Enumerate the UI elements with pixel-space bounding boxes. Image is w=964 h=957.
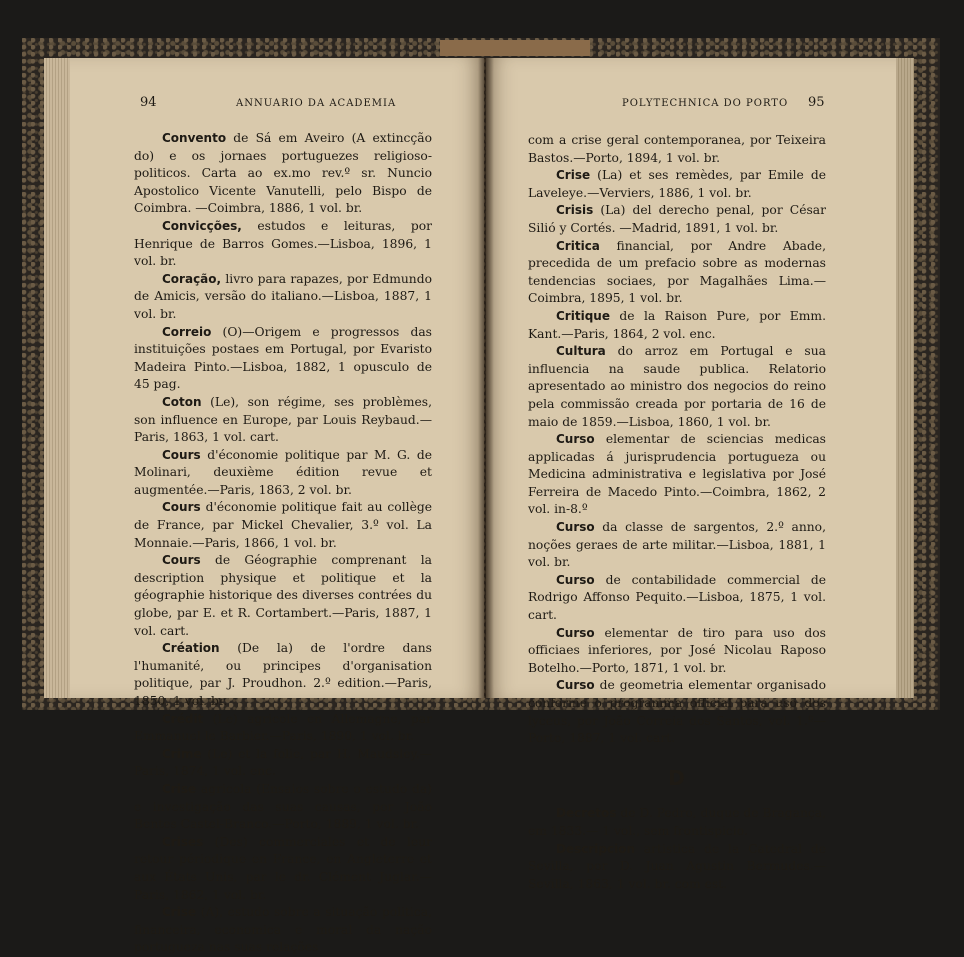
entry: Convicções, estudos e leituras, por Henrique de Barros Gomes.—Lisboa, 1896, 1 vol. br. [134, 218, 432, 269]
entry: Cours d'économie politique fait au collège de France, par Mickel Chevalier, 3.º vol. La Monnaie.—Paris, 1866, 1 vol. br. [134, 500, 432, 550]
entry: Correio (O)—Origem e progressos das instituições postaes em Portugal, por Evaristo Madeira Pinto.—Lisboa, 1882, 1 opusculo de 45 pag. [134, 324, 432, 392]
section-letter: D [668, 765, 686, 790]
entry: Cours de Géographie comprenant la description physique et politique et la géographie historique des diverses contrées du globe, par E. et R. Cortambert.—Paris, 1887, 1 vol. cart. [134, 553, 432, 638]
right-running-head: POLYTECHNICA DO PORTO [622, 98, 789, 109]
entry: Curso de geometria elementar organisado conforme o programma official para uso dos lyceus, por João Correia dos Santos, vol. 1.º—Porto, 1887, 1 vol. cart. [528, 678, 826, 746]
entry: Curso elementar de tiro para uso dos officiaes inferiores, por José Nicolau Raposo Botelho.—Porto, 1871, 1 vol. br. [528, 625, 826, 675]
entry: Crédit (Le) agricole en Allemagne, par Emmanuel le Barbier.—Paris, 1890, 1 vol. br. [134, 711, 432, 744]
entry: Descripcion artistica de la Catedral de Sevilla, por D. Juan Agustin Bermudes.—Sevilla, 1863, 1 vol. br. com est. [528, 841, 826, 891]
left-page-number: 94 [140, 95, 157, 110]
entry: Coração, livro para rapazes, por Edmundo de Amicis, versão do italiano.—Lisboa, 1887, 1 vol. br. [134, 271, 432, 321]
right-page-number: 95 [808, 95, 825, 110]
entry: Critique de la Raison Pure, por Emm. Kant.—Paris, 1864, 2 vol. enc. [528, 308, 826, 341]
entry: Crisis (La) del derecho penal, por César Silió y Cortés. —Madrid, 1891, 1 vol. br. [528, 203, 826, 235]
entry: Crime (Le) et la folie, par H. Maudsley.—Paris, 1874, 1 vol. enc. [134, 746, 432, 779]
entry: Création (De la) de l'ordre dans l'humanité, ou principes d'organisation politique, par J. Proudhon. 2.º edition.—Paris, 1850, 1 vol. br. [134, 641, 432, 708]
left-page-text [134, 130, 432, 957]
book-gutter [478, 58, 494, 698]
entry: Crise (La) et ses remèdes, par Emile de Laveleye.—Verviers, 1886, 1 vol. br. [528, 168, 826, 200]
entry: Curso de contabilidade commercial de Rodrigo Affonso Pequito.—Lisboa, 1875, 1 vol. cart. [528, 572, 826, 623]
right-page-text [528, 132, 826, 893]
entry: Coton (Le), son régime, ses problèmes, son influence en Europe, par Louis Reybaud.—Paris, 1863, 1 vol. cart. [134, 394, 432, 445]
left-running-head: ANNUARIO DA ACADEMIA [236, 98, 397, 109]
continuation-text: com a crise geral contemporanea, por Teixeira Bastos.—Porto, 1894, 1 vol. br. [528, 133, 826, 165]
entry: Convento de Sá em Aveiro (A extincção do) e os jornaes portuguezes religioso-politicos. Carta ao ex.mo rev.º sr. Nuncio Apostolico Vicente Vanutelli, pelo Bispo de Coimbra. —Coimbra, 1886, 1 vol. br. [134, 131, 432, 216]
entry: Cours d'économie politique par M. G. de Molinari, deuxième édition revue et augmentée.—Paris, 1863, 2 vol. br. [134, 447, 432, 497]
left-page [70, 58, 484, 955]
right-page [486, 58, 896, 891]
entry: Critica financial, por Andre Abade, precedida de um prefacio sobre as modernas tendencias sociaes, por Magalhães Lima.—Coimbra, 1895, 1 vol. br. [528, 238, 826, 306]
entry: Crises (Des) commerciales et de leur retour périodique en France, en Angleterre et aux États Unis, par le dr. Clément Juglar.—Paris, 1862, 1 vol. br. [134, 834, 432, 902]
entry: Cultura do arroz em Portugal e sua influencia na saude publica. Relatorio apresentado ao ministro dos negocios do reino pela commissão creada por portaria de 16 de maio de 1859.—Lisboa, 1860, 1 vol. br. [528, 344, 826, 429]
entry: Crise agricola (Ensaios sobre o estudo da) e investigação das suas causas, por João Bentes Castel-Branco.—Porto, 1889, 1 vol. br. [134, 781, 432, 832]
entry: Curso elementar de sciencias medicas applicadas á jurisprudencia portugueza ou Medicina administrativa e legislativa por José Ferreira de Macedo Pinto.—Coimbra, 1862, 2 vol. in-8.º [528, 432, 826, 517]
spine-strip [440, 40, 590, 56]
entry: Decretos de D. Pedro, duque de Bragança, em 1833.— 1 vol., sem frontispicio. [528, 806, 826, 838]
entry: Crise (A), estudo sobre a situação politica, financeira, economica e moral da nação portugueza nas suas relações [134, 905, 432, 955]
entry: Curso da classe de sargentos, 2.º anno, noções geraes de arte militar.—Lisboa, 1881, 1 vol. br. [528, 520, 826, 570]
